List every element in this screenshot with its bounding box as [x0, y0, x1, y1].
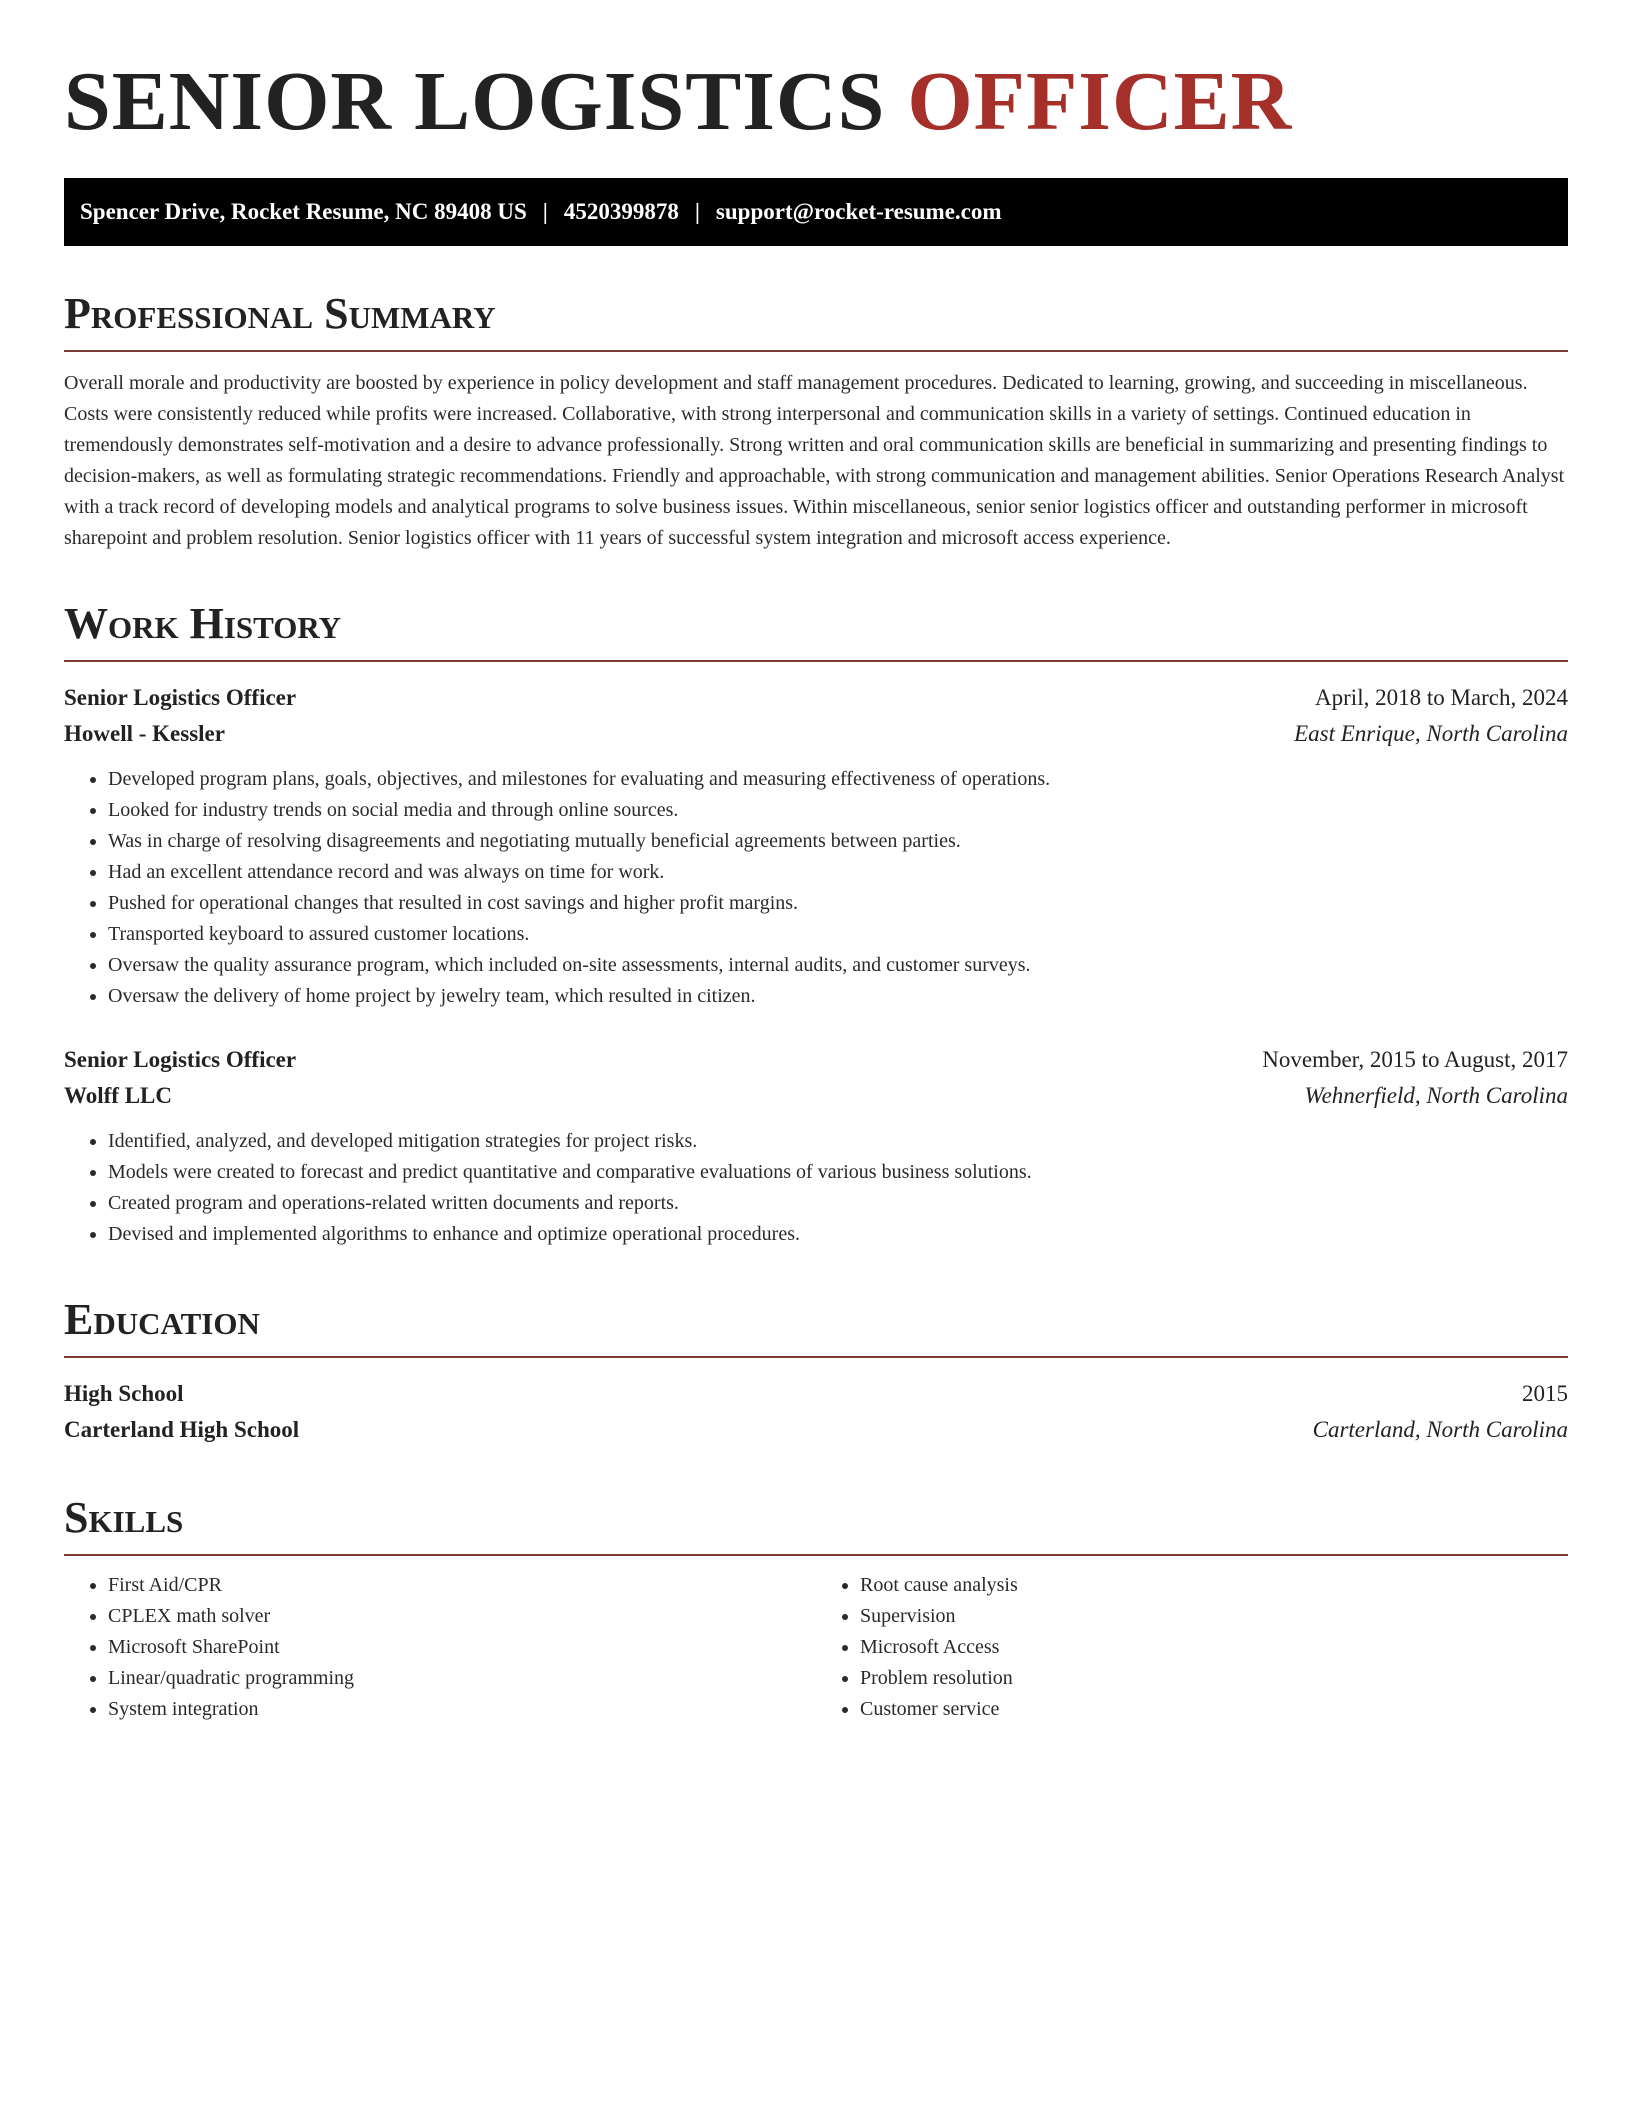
job-dates: November, 2015 to August, 2017 — [1262, 1047, 1568, 1072]
job-title: Senior Logistics Officer — [64, 1047, 297, 1072]
job-bullet: • Developed program plans, goals, objectives, and milestones for evaluating and measuring effectiveness of operations. — [108, 764, 1568, 795]
job-dates: April, 2018 to March, 2024 — [1315, 685, 1568, 710]
job-title: Senior Logistics Officer — [64, 685, 297, 710]
skill-item: • System integration — [108, 1694, 816, 1725]
job-entry — [64, 1042, 1568, 1250]
skill-item: • Problem resolution — [860, 1663, 1568, 1694]
job-bullets — [64, 764, 1568, 1012]
job-header-row — [64, 680, 1568, 716]
contact-address: Spencer Drive, Rocket Resume, NC 89408 US — [80, 199, 527, 224]
contact-email: support@rocket-resume.com — [715, 199, 1002, 224]
job-company-row — [64, 1078, 1568, 1114]
job-bullet: • Created program and operations-related written documents and reports. — [108, 1188, 1568, 1219]
resume-title — [64, 52, 1568, 152]
skill-item: • Linear/quadratic programming — [108, 1663, 816, 1694]
job-bullet: • Transported keyboard to assured customer locations. — [108, 919, 1568, 950]
job-bullet: • Models were created to forecast and predict quantitative and comparative evaluations of various business solutions. — [108, 1157, 1568, 1188]
skill-item: • Supervision — [860, 1601, 1568, 1632]
education-degree: High School — [64, 1381, 184, 1406]
education-header-row — [64, 1376, 1568, 1412]
job-company: Wolff LLC — [64, 1083, 172, 1108]
skills-column-left — [64, 1570, 816, 1725]
job-company: Howell - Kessler — [64, 721, 225, 746]
job-location: East Enrique, North Carolina — [1294, 721, 1568, 746]
contact-separator: | — [542, 199, 548, 224]
skills-column-right — [816, 1570, 1568, 1725]
contact-separator: | — [694, 199, 700, 224]
skill-item: • Microsoft SharePoint — [108, 1632, 816, 1663]
job-location: Wehnerfield, North Carolina — [1304, 1083, 1568, 1108]
contact-bar — [64, 178, 1568, 246]
job-bullet: • Had an excellent attendance record and was always on time for work. — [108, 857, 1568, 888]
section-title-work-history: Work History — [64, 598, 1568, 662]
education-school-row — [64, 1412, 1568, 1448]
title-main: SENIOR LOGISTICS — [64, 55, 886, 148]
job-bullet: • Identified, analyzed, and developed mitigation strategies for project risks. — [108, 1126, 1568, 1157]
education-school: Carterland High School — [64, 1417, 300, 1442]
education-entry — [64, 1376, 1568, 1448]
job-company-row — [64, 716, 1568, 752]
section-title-education: Education — [64, 1294, 1568, 1358]
skill-item: • CPLEX math solver — [108, 1601, 816, 1632]
job-bullet: • Was in charge of resolving disagreements and negotiating mutually beneficial agreements between parties. — [108, 826, 1568, 857]
title-accent: OFFICER — [907, 55, 1293, 148]
job-bullets — [64, 1126, 1568, 1250]
job-bullet: • Oversaw the delivery of home project by jewelry team, which resulted in citizen. — [108, 981, 1568, 1012]
skills-list — [64, 1570, 1568, 1725]
section-title-skills: Skills — [64, 1492, 1568, 1556]
job-bullet: • Looked for industry trends on social media and through online sources. — [108, 795, 1568, 826]
education-year: 2015 — [1522, 1381, 1568, 1406]
job-header-row — [64, 1042, 1568, 1078]
skill-item: • Customer service — [860, 1694, 1568, 1725]
job-bullet: • Oversaw the quality assurance program, which included on-site assessments, internal audits, and customer surveys. — [108, 950, 1568, 981]
contact-phone: 4520399878 — [563, 199, 679, 224]
skill-item: • First Aid/CPR — [108, 1570, 816, 1601]
job-bullet: • Pushed for operational changes that resulted in cost savings and higher profit margins. — [108, 888, 1568, 919]
skill-item: • Root cause analysis — [860, 1570, 1568, 1601]
job-bullet: • Devised and implemented algorithms to enhance and optimize operational procedures. — [108, 1219, 1568, 1250]
summary-paragraph: Overall morale and productivity are boosted by experience in policy development and staff management procedures. Dedicated to learning, growing, and succeeding in miscellaneous. Costs were consistently reduced while profits were increased. Collaborative, with strong interpersonal and communication skills in a variety of settings. Continued education in tremendously demonstrates self-motivation and a desire to advance professionally. Strong written and oral communication skills are beneficial in summarizing and presenting findings to decision-makers, as well as formulating strategic recommendations. Friendly and approachable, with strong communication and management abilities. Senior Operations Research Analyst with a track record of developing models and analytical programs to solve business issues. Within miscellaneous, senior senior logistics officer and outstanding performer in microsoft sharepoint and problem resolution. Senior logistics officer with 11 years of successful system integration and microsoft access experience. — [64, 372, 1565, 549]
education-location: Carterland, North Carolina — [1312, 1417, 1568, 1442]
section-title-summary: Professional Summary — [64, 288, 1568, 352]
skill-item: • Microsoft Access — [860, 1632, 1568, 1663]
job-entry — [64, 680, 1568, 1012]
